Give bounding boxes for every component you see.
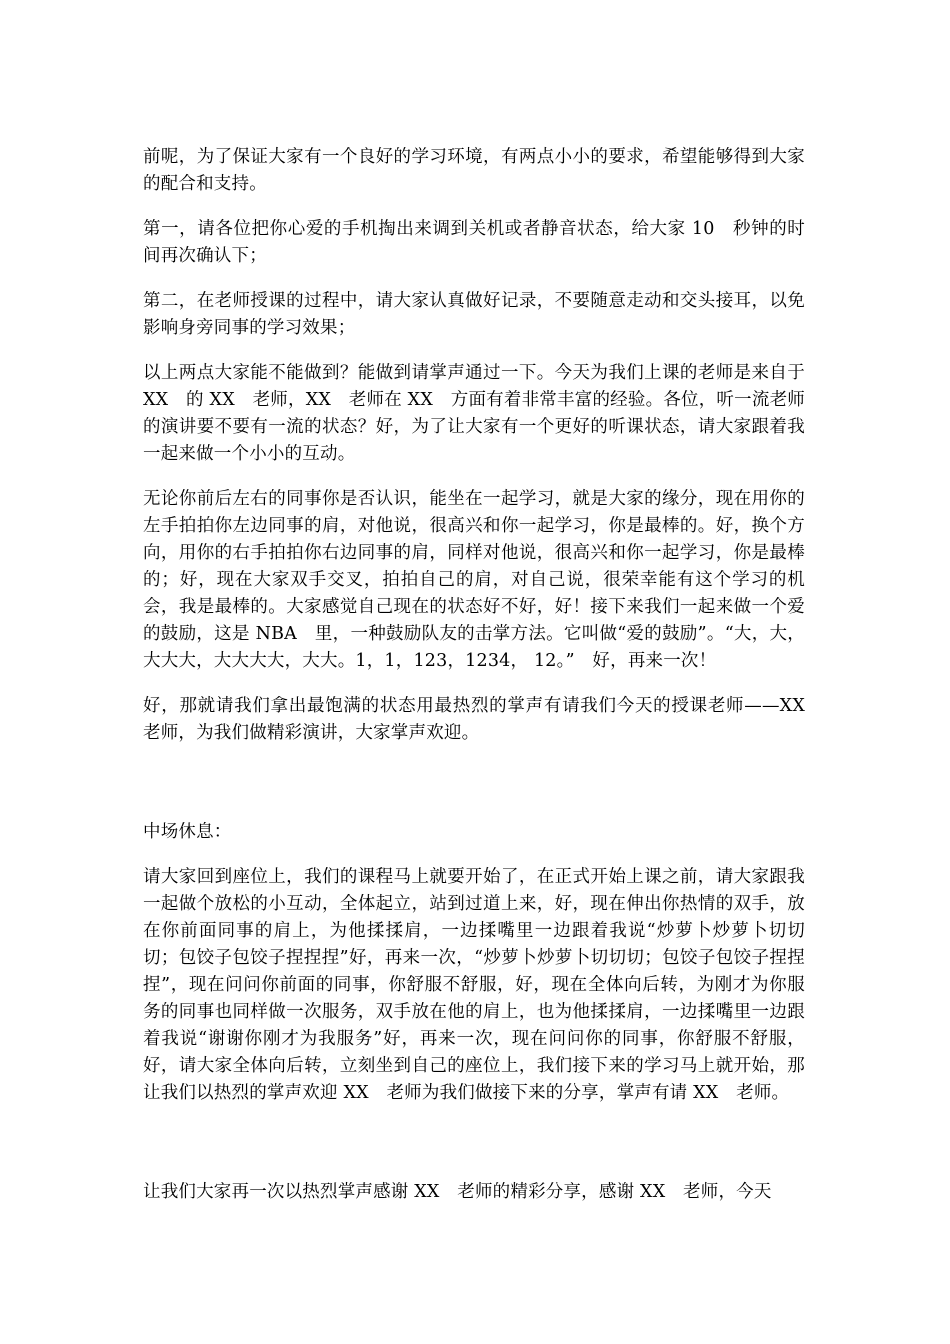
paragraph-spacer (143, 846, 805, 864)
paragraph-interaction: 无论你前后左右的同事你是否认识，能坐在一起学习，就是大家的缘分，现在用你的左手拍拍你左边同事的肩，对他说，很高兴和你一起学习，你是最棒的。好，换个方向，用你的右手拍拍你右边同事的肩，同样对他说，很高兴和你一起学习，你是最棒的；好，现在大家双手交叉，拍拍自己的肩，对自己说，很荣幸能有这个学习的机会，我是最棒的。大家感觉自己现在的状态好不好，好！接下来我们一起来做一个爱的鼓励，这是 NBA 里，一种鼓励队友的击掌方法。它叫做“爱的鼓励”。“大，大，大大大，大大大大，大大。1，1，123，1234， 12。” 好，再来一次！ (143, 489, 805, 671)
paragraph-welcome-teacher: 好，那就请我们拿出最饱满的状态用最热烈的掌声有请我们今天的授课老师——XX 老师，为我们做精彩演讲，大家掌声欢迎。 (143, 696, 805, 743)
paragraph-thanks: 让我们大家再一次以热烈掌声感谢 XX 老师的精彩分享，感谢 XX 老师，今天 (143, 1182, 772, 1202)
paragraph-spacer (143, 468, 805, 486)
paragraph-intro-requirements: 前呢，为了保证大家有一个良好的学习环境，有两点小小的要求，希望能够得到大家的配合和支持。 (143, 147, 805, 194)
section-spacer (143, 747, 805, 819)
paragraph-spacer (143, 198, 805, 216)
section-heading-break: 中场休息： (143, 822, 232, 842)
paragraph-spacer (143, 675, 805, 693)
paragraph-spacer (143, 270, 805, 288)
paragraph-teacher-intro: 以上两点大家能不能做到？能做到请掌声通过一下。今天为我们上课的老师是来自于 XX 的 XX 老师，XX 老师在 XX 方面有着非常丰富的经验。各位，听一流老师的演讲要不要有一流的状态？好，为了让大家有一个更好的听课状态，请大家跟着我一起来做一个小小的互动。 (143, 363, 805, 464)
paragraph-rule-two: 第二，在老师授课的过程中，请大家认真做好记录，不要随意走动和交头接耳，以免影响身旁同事的学习效果； (143, 291, 805, 338)
section-spacer (143, 1107, 805, 1179)
document-page (143, 144, 805, 1206)
paragraph-rule-one: 第一，请各位把你心爱的手机掏出来调到关机或者静音状态，给大家 10 秒钟的时间再次确认下； (143, 219, 805, 266)
paragraph-break-interaction: 请大家回到座位上，我们的课程马上就要开始了，在正式开始上课之前，请大家跟我一起做个放松的小互动，全体起立，站到过道上来，好，现在伸出你热情的双手，放在你前面同事的肩上，为他揉揉肩，一边揉嘴里一边跟着我说“炒萝卜炒萝卜切切切；包饺子包饺子捏捏捏”好，再来一次，“炒萝卜炒萝卜切切切；包饺子包饺子捏捏捏”，现在问问你前面的同事，你舒服不舒服，好，现在全体向后转，为刚才为你服务的同事也同样做一次服务，双手放在他的肩上，也为他揉揉肩，一边揉嘴里一边跟着我说“谢谢你刚才为我服务”好，再来一次，现在问问你的同事，你舒服不舒服，好，请大家全体向后转，立刻坐到自己的座位上，我们接下来的学习马上就开始，那让我们以热烈的掌声欢迎 XX 老师为我们做接下来的分享，掌声有请 XX 老师。 (143, 867, 805, 1103)
paragraph-spacer (143, 342, 805, 360)
